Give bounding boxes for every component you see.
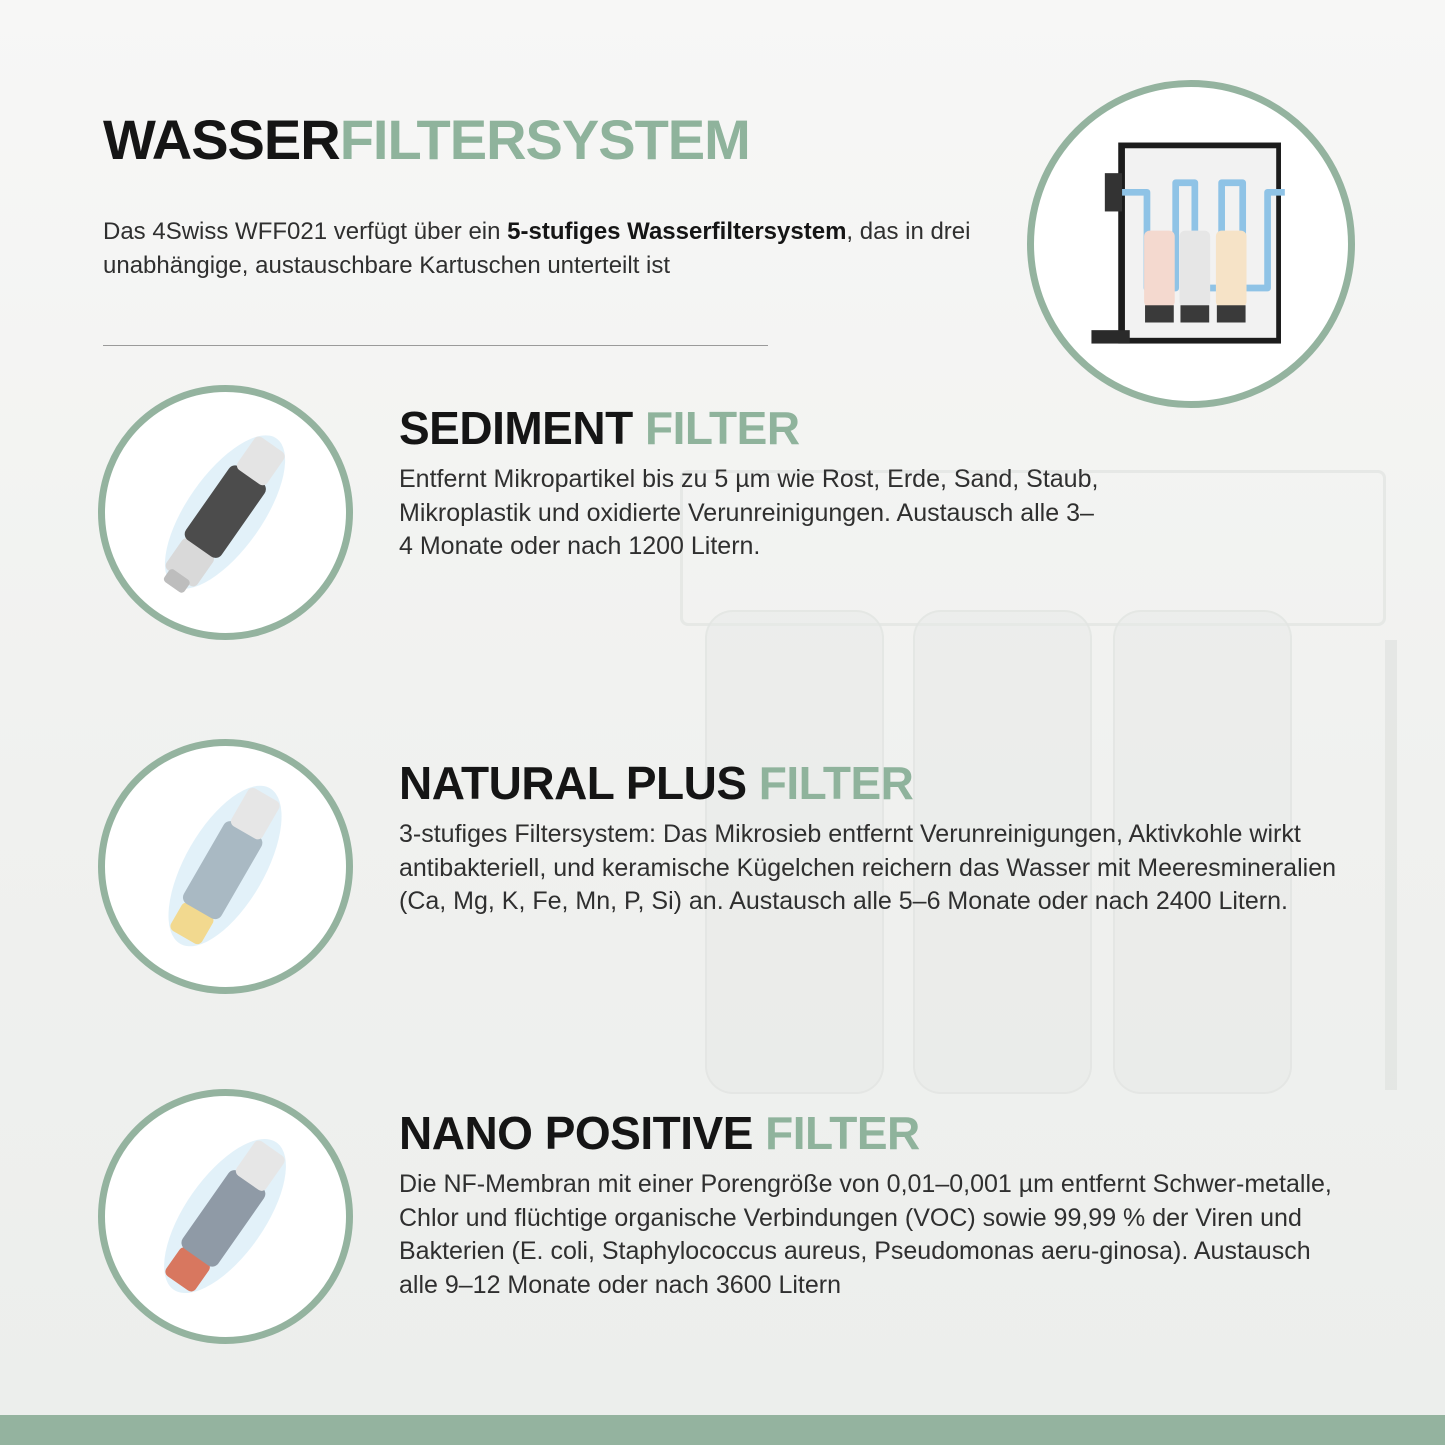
natural-plus-cartridge-icon [105, 746, 346, 987]
filter-3-description: Die NF-Membran mit einer Porengröße von 0,01–0,001 µm entfernt Schwer-metalle, Chlor und flüchtige organische Verbindungen (VOC) sowie 99,99 % der Viren und Bakterien (E. coli, Staphylococcus aureus, Pseudomonas aeru-ginosa). Austausch alle 9–12 Monate oder nach 3600 Litern [399, 1170, 1332, 1299]
title-green-part: FILTERSYSTEM [339, 108, 750, 171]
filter-2-title-green: FILTER [758, 757, 914, 809]
filter-2-title-dark: NATURAL PLUS [399, 757, 747, 809]
filter-2-description: 3-stufiges Filtersystem: Das Mikrosieb entfernt Verunreinigungen, Aktivkohle wirkt antibakteriell, und keramische Kügelchen reichern das Wasser mit Meeresmineralien (Ca, Mg, K, Fe, Mn, P, Si) an. Austausch alle 5–6 Monate oder nach 2400 Litern. [399, 820, 1336, 915]
background-panel [1385, 640, 1397, 1090]
filter-1-title-dark: SEDIMENT [399, 402, 633, 454]
filter-3-title [399, 1107, 920, 1159]
intro-before: Das 4Swiss WFF021 verfügt über ein [103, 218, 508, 245]
nano-positive-cartridge-icon [105, 1096, 346, 1337]
filter-1-description: Entfernt Mikropartikel bis zu 5 µm wie Rost, Erde, Sand, Staub, Mikroplastik und oxidierte Verunreinigungen. Austausch alle 3–4 Monate oder nach 1200 Litern. [399, 465, 1099, 560]
divider [103, 345, 768, 346]
bottom-accent-bar [0, 1415, 1445, 1445]
water-dispenser-icon [1034, 87, 1348, 401]
page-title [103, 108, 750, 171]
sediment-filter-image-circle [98, 385, 353, 640]
intro-after: , das in drei unabhängige, austauschbare Kartuschen unterteilt ist [103, 218, 971, 279]
nano-positive-filter-image-circle [98, 1089, 353, 1344]
natural-plus-filter-image-circle [98, 739, 353, 994]
filter-3-title-green: FILTER [765, 1107, 920, 1159]
intro-bold: 5-stufiges Wasserfiltersystem [507, 218, 847, 245]
product-image-circle [1027, 80, 1355, 408]
intro-text [103, 215, 1023, 283]
filter-1-title [399, 402, 800, 454]
filter-3-title-dark: NANO POSITIVE [399, 1107, 753, 1159]
filter-1-title-green: FILTER [644, 402, 800, 454]
title-dark-part: WASSER [103, 108, 340, 171]
sediment-cartridge-icon [105, 392, 346, 633]
filter-2-title [399, 757, 914, 809]
